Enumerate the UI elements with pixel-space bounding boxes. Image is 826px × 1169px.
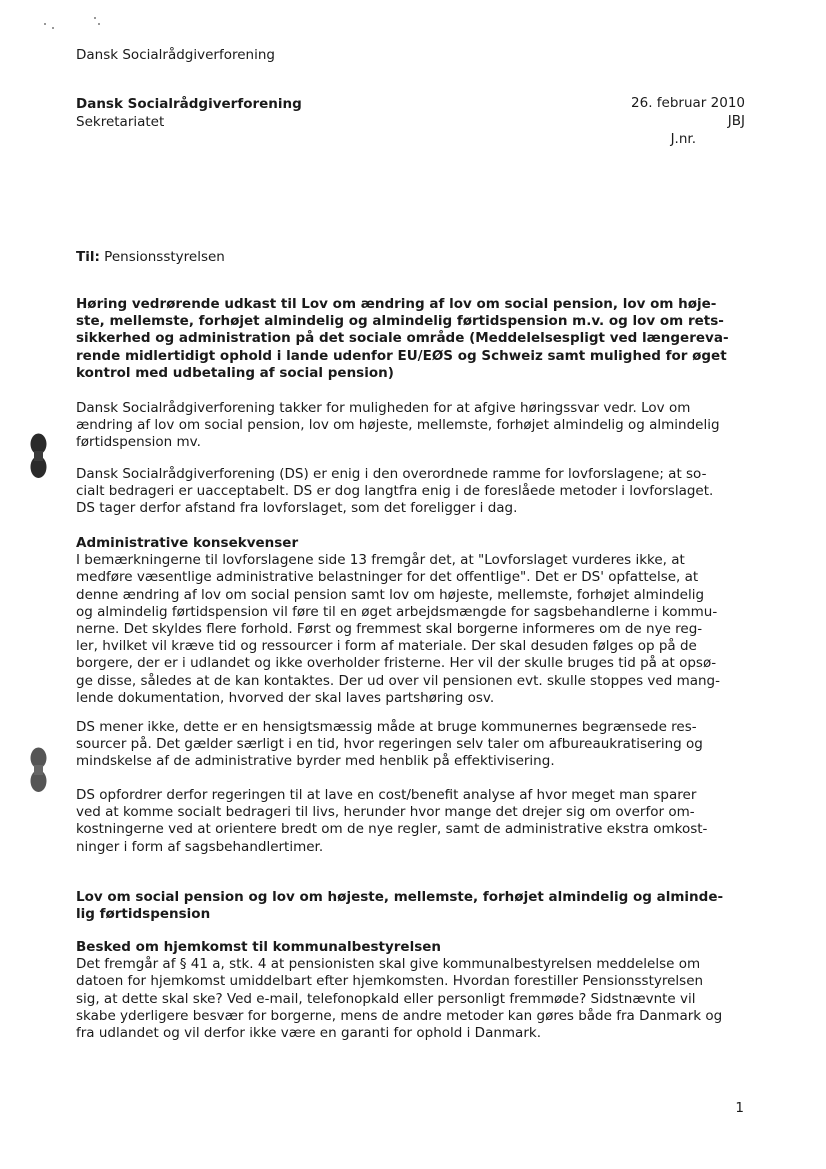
- text-line: DS opfordrer derfor regeringen til at lave en cost/benefit analyse af hvor meget man sparer: [76, 787, 697, 803]
- heading-line: Lov om social pension og lov om højeste, mellemste, forhøjet almindelig og alminde-: [76, 889, 724, 905]
- recipient-line: [76, 249, 225, 266]
- text-line: borgere, der er i udlandet og ikke overholder fristerne. Her vil der skulle bruges tid på at opsø-: [76, 655, 717, 672]
- text-line: nerne. Det skyldes flere forhold. Først og fremmest skal borgerne informeres om de nye reg-: [76, 621, 703, 638]
- scan-speck: [44, 23, 46, 25]
- text-line: lende dokumentation, hvorved der skal laves partshøring osv.: [76, 689, 495, 706]
- text-line: mindskelse af de administrative byrder med henblik på effektivisering.: [76, 753, 555, 770]
- text-line: DS tager derfor afstand fra lovforslaget, som det foreligger i dag.: [76, 500, 518, 517]
- text-line: ændring af lov om social pension, lov om højeste, mellemste, forhøjet almindelig og almindelig: [76, 417, 720, 434]
- recipient-name: Pensionsstyrelsen: [104, 249, 225, 265]
- journal-number: J.nr.: [670, 131, 696, 147]
- text-line: kostningerne ved at orientere bredt om de nye regler, samt de administrative ekstra omkost-: [76, 821, 708, 838]
- section-homecoming: [76, 939, 756, 1042]
- subject-line: Høring vedrørende udkast til Lov om ændring af lov om social pension, lov om høje-: [76, 296, 717, 312]
- text-line: ge disse, således at de kan kontaktes. Der ud over vil pensionen evt. skulle stoppes ved mang-: [76, 672, 720, 689]
- subject-line: sikkerhed og administration på det sociale område (Meddelelsespligt ved længereva-: [76, 330, 729, 347]
- punch-hole-bottom: [30, 747, 47, 793]
- sender-name: Dansk Socialrådgiverforening: [76, 96, 302, 112]
- text-line: Det fremgår af § 41 a, stk. 4 at pensionisten skal give kommunalbestyrelsen meddelelse om: [76, 956, 701, 973]
- scan-speck: [98, 23, 100, 25]
- text-line: ler, hvilket vil kræve tid og ressourcer i form af materiale. Der skal desuden følges op på de: [76, 638, 697, 655]
- sender-initials: JBJ: [727, 113, 745, 129]
- text-line: fra udlandet og vil derfor ikke være en garanti for ophold i Danmark.: [76, 1025, 541, 1042]
- letter-date: 26. februar 2010: [631, 95, 745, 111]
- subject-line: rende midlertidigt ophold i lande udenfor EU/EØS og Schweiz samt mulighed for øget: [76, 347, 727, 364]
- sender-department: Sekretariatet: [76, 114, 165, 130]
- paragraph-resources: [76, 719, 756, 771]
- page-number: 1: [735, 1100, 744, 1116]
- letterhead: Dansk Socialrådgiverforening: [76, 47, 275, 63]
- text-line: førtidspension mv.: [76, 434, 201, 451]
- text-line: denne ændring af lov om social pension samt lov om højeste, mellemste, forhøjet almindelig: [76, 586, 705, 603]
- subject-line: ste, mellemste, forhøjet almindelig og almindelig førtidspension m.v. og lov om rets-: [76, 313, 724, 330]
- text-line: og almindelig førtidspension vil føre til en øget arbejdsmængde for sagsbehandlerne i kommu-: [76, 603, 718, 620]
- text-line: datoen for hjemkomst umiddelbart efter hjemkomsten. Hvordan forestiller Pensionsstyrelsen: [76, 973, 704, 990]
- text-line: I bemærkningerne til lovforslagene side 13 fremgår det, at "Lovforslaget vurderes ikke, at: [76, 552, 685, 569]
- text-line: skabe yderligere besvær for borgerne, mens de andre metoder kan gøres både fra Danmark og: [76, 1007, 723, 1024]
- section-administrative: [76, 535, 756, 707]
- section-heading: Administrative konsekvenser: [76, 535, 299, 551]
- text-line: ved at komme socialt bedrageri til livs, herunder hvor mange det drejer sig om overfor om-: [76, 804, 695, 821]
- scan-speck: [94, 17, 96, 19]
- subject-line: kontrol med udbetaling af social pension): [76, 364, 394, 381]
- punch-hole-top: [30, 433, 47, 479]
- paragraph-cost-benefit: [76, 787, 756, 856]
- text-line: sig, at dette skal ske? Ved e-mail, telefonopkald eller personligt fremmøde? Sidstnævnte vil: [76, 990, 696, 1007]
- paragraph-intro: [76, 400, 756, 452]
- paragraph-position: [76, 466, 756, 518]
- scan-speck: [52, 27, 54, 29]
- text-line: DS mener ikke, dette er en hensigtsmæssig måde at bruge kommunernes begrænsede res-: [76, 719, 697, 735]
- text-line: Dansk Socialrådgiverforening (DS) er enig i den overordnede ramme for lovforslagene; at so-: [76, 466, 707, 482]
- section-heading: Besked om hjemkomst til kommunalbestyrelsen: [76, 939, 442, 955]
- section-heading-pension-law: [76, 889, 756, 923]
- text-line: ninger i form af sagsbehandlertimer.: [76, 838, 324, 855]
- text-line: medføre væsentlige administrative belastninger for det offentlige". Det er DS' opfattelse, at: [76, 569, 699, 586]
- recipient-label: Til:: [76, 249, 100, 265]
- text-line: sourcer på. Det gælder særligt i en tid, hvor regeringen selv taler om afbureaukratisering og: [76, 736, 703, 753]
- text-line: Dansk Socialrådgiverforening takker for muligheden for at afgive høringssvar vedr. Lov om: [76, 400, 691, 416]
- text-line: cialt bedrageri er uacceptabelt. DS er dog langtfra enig i de foreslåede metoder i lovforslaget.: [76, 483, 714, 500]
- heading-line: lig førtidspension: [76, 906, 211, 923]
- subject-heading: [76, 296, 756, 382]
